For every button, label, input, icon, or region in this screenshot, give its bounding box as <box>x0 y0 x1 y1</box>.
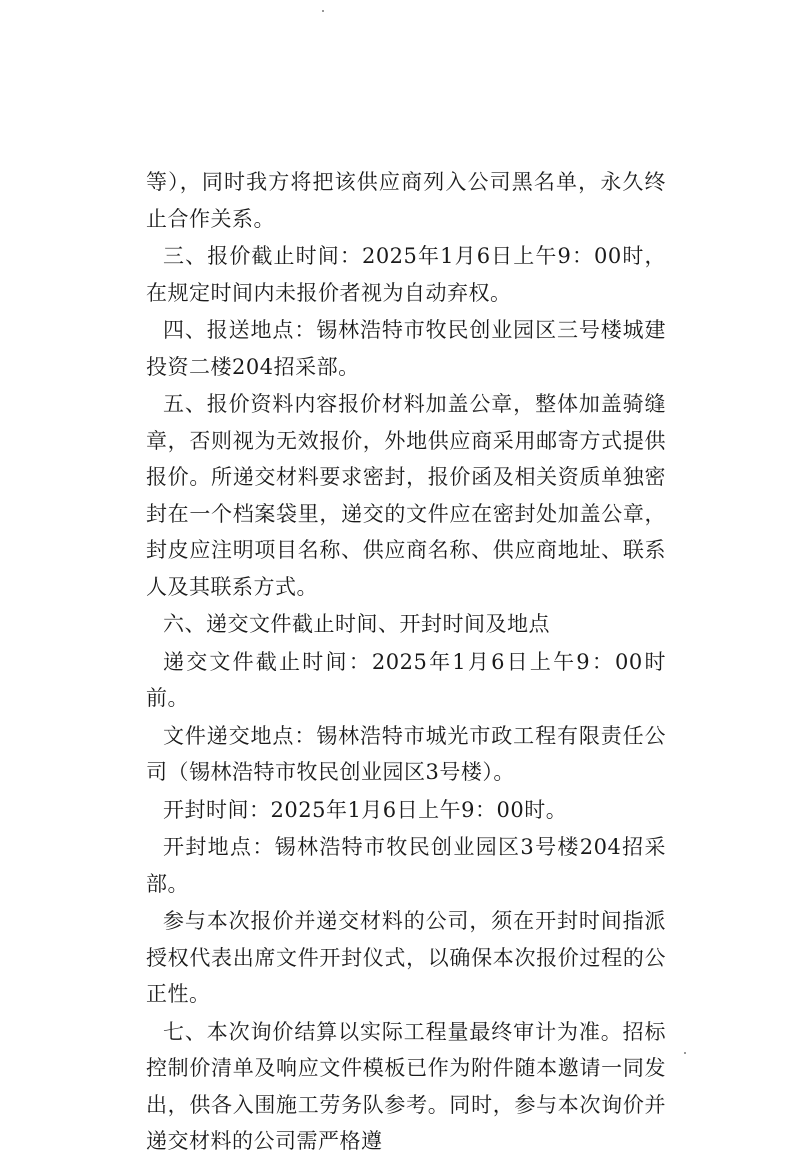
paragraph-submission-location: 文件递交地点：锡林浩特市城光市政工程有限责任公司（锡林浩特市牧民创业园区3号楼）。 <box>146 723 666 784</box>
paragraph-opening-attendance: 参与本次报价并递交材料的公司，须在开封时间指派授权代表出席文件开封仪式，以确保本次报价过程的公正性。 <box>146 909 666 1006</box>
paragraph-section-six-heading: 六、递交文件截止时间、开封时间及地点 <box>163 612 550 636</box>
paragraph-quote-deadline: 三、报价截止时间：2025年1月6日上午9：00时，在规定时间内未报价者视为自动弃权。 <box>146 244 666 305</box>
paragraph-continuation: 等），同时我方将把该供应商列入公司黑名单，永久终止合作关系。 <box>146 170 666 231</box>
paragraph-delivery-location: 四、报送地点：锡林浩特市牧民创业园区三号楼城建投资二楼204招采部。 <box>146 318 666 379</box>
scan-speck <box>684 1052 686 1054</box>
document-body <box>146 164 666 1161</box>
paragraph-submission-deadline: 递交文件截止时间：2025年1月6日上午9：00时前。 <box>146 649 666 710</box>
scan-speck <box>322 10 324 12</box>
paragraph-settlement: 七、本次询价结算以实际工程量最终审计为准。招标控制价清单及响应文件模板已作为附件随本邀请一同发出，供各入围施工劳务队参考。同时，参与本次询价并递交材料的公司需严格遵 <box>146 1019 666 1153</box>
paragraph-opening-time: 开封时间：2025年1月6日上午9：00时。 <box>163 797 568 822</box>
paragraph-opening-location: 开封地点：锡林浩特市牧民创业园区3号楼204招采部。 <box>146 835 666 896</box>
paragraph-quote-materials: 五、报价资料内容报价材料加盖公章，整体加盖骑缝章，否则视为无效报价，外地供应商采用邮寄方式提供报价。所递交材料要求密封，报价函及相关资质单独密封在一个档案袋里，递交的文件应在密封处加盖公章，封皮应注明项目名称、供应商名称、供应商地址、联系人及其联系方式。 <box>146 392 666 599</box>
